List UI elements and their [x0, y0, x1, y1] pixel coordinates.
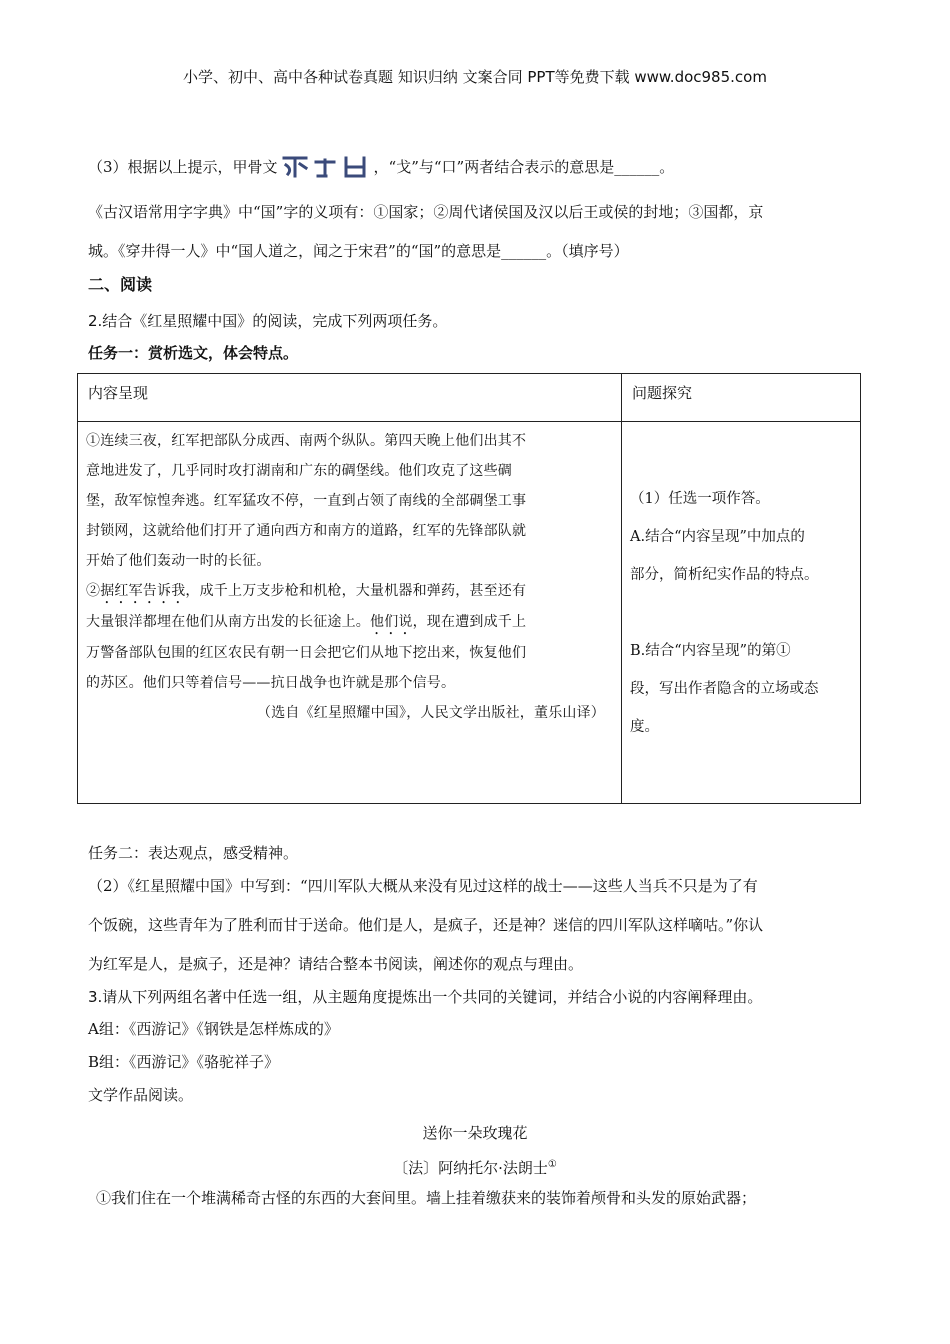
paragraph-mark: ② — [86, 583, 101, 599]
question-3-line — [88, 152, 674, 184]
question-line: 部分，简析纪实作品的特点。 — [630, 566, 819, 583]
column-header-question: 问题探究 — [622, 374, 861, 422]
literature-label: 文学作品阅读。 — [88, 1086, 194, 1104]
passage-line: 万警备部队包围的红区农民有朝一日会把它们从地下挖出来，恢复他们 — [86, 645, 527, 661]
passage-line: 封锁网，这就给他们打开了通向西方和南方的道路，红军的先锋部队就 — [86, 523, 527, 539]
question-line: （1）任选一项作答。 — [630, 490, 770, 507]
page-header-banner: 小学、初中、高中各种试卷真题 知识归纳 文案合同 PPT等免费下载 www.doc985.com — [183, 68, 767, 86]
section-2-title: 二、阅读 — [88, 275, 153, 294]
group-a: A组：《西游记》《钢铁是怎样炼成的》 — [88, 1020, 339, 1038]
dictionary-line-2: 城。《穿井得一人》中“国人道之，闻之于宋君”的“国”的意思是______。（填序号） — [88, 242, 629, 260]
question-spacer — [630, 594, 852, 632]
author-footnote-mark: ① — [547, 1159, 557, 1170]
literature-author: 〔法〕阿纳托尔·法朗士 — [393, 1159, 548, 1177]
task-1-table — [77, 373, 861, 804]
literature-paragraph-1: ①我们住在一个堆满稀奇古怪的东西的大套间里。墙上挂着缴获来的装饰着颅骨和头发的原始武器； — [96, 1189, 757, 1207]
passage-line: 意地进发了，几乎同时攻打湖南和广东的碉堡线。他们攻克了这些碉 — [86, 463, 512, 479]
question-cell — [622, 422, 861, 804]
question-3-suffix: ，“戈”与“口”两者结合表示的意思是______。 — [373, 158, 675, 176]
passage-line: 的苏区。他们只等着信号——抗日战争也许就是那个信号。 — [86, 675, 456, 691]
passage-line: 开始了他们轰动一时的长征。 — [86, 553, 271, 569]
task-2-line-1: （2）《红星照耀中国》中写到：“四川军队大概从来没有见过这样的战士——这些人当兵不只是为了有 — [88, 877, 758, 895]
question-3b-intro: 3.请从下列两组名著中任选一组，从主题角度提炼出一个共同的关键词，并结合小说的内容阐释理由。 — [88, 988, 763, 1006]
question-line: 度。 — [630, 718, 659, 735]
question-line: A.结合“内容呈现”中加点的 — [630, 528, 805, 545]
passage-text: ，现在遭到成千上 — [412, 614, 527, 630]
task-2-title: 任务二：表达观点，感受精神。 — [88, 844, 299, 862]
question-line: 段，写出作者隐含的立场或态 — [630, 680, 819, 697]
passage-line: ①连续三夜，红军把部队分成西、南两个纵队。第四天晚上他们出其不 — [86, 433, 527, 449]
task-2-line-2: 个饭碗，这些青年为了胜利而甘于送命。他们是人，是疯子，还是神？迷信的四川军队这样嘀咕。”你认 — [88, 916, 764, 934]
literature-author-line — [0, 1154, 950, 1179]
task-2-line-3: 为红军是人，是疯子，还是神？请结合整本书阅读，阐述你的观点与理由。 — [88, 955, 584, 973]
emphasized-phrase: 据红军告诉我 — [100, 583, 186, 599]
question-3-prefix: （3）根据以上提示，甲骨文 — [88, 158, 278, 176]
group-b: B组：《西游记》《骆驼祥子》 — [88, 1053, 280, 1071]
question-2-intro: 2.结合《红星照耀中国》的阅读，完成下列两项任务。 — [88, 312, 448, 330]
passage-text: 大量银洋都埋在他们从南方出发的长征途上。 — [86, 614, 370, 630]
column-header-content: 内容呈现 — [78, 374, 622, 422]
question-line: B.结合“内容呈现”的第① — [630, 642, 791, 659]
passage-text: ，成千上万支步枪和机枪，大量机器和弹药，甚至还有 — [185, 583, 527, 599]
passage-line: 堡，敌军惊惶奔逃。红军猛攻不停，一直到占领了南线的全部碉堡工事 — [86, 493, 527, 509]
dictionary-line-1: 《古汉语常用字字典》中“国”字的义项有：①国家；②周代诸侯国及汉以后王或侯的封地；③国都，京 — [88, 203, 764, 221]
oracle-bone-glyph-image — [280, 152, 372, 184]
passage-2-line-1 — [86, 576, 615, 607]
literature-title: 送你一朵玫瑰花 — [422, 1124, 528, 1142]
emphasized-phrase: 他们说 — [370, 614, 413, 630]
content-cell — [78, 422, 622, 804]
passage-source: （选自《红星照耀中国》，人民文学出版社，董乐山译） — [257, 705, 605, 721]
task-1-title: 任务一：赏析选文，体会特点。 — [88, 344, 299, 362]
passage-2-line-2 — [86, 607, 615, 638]
